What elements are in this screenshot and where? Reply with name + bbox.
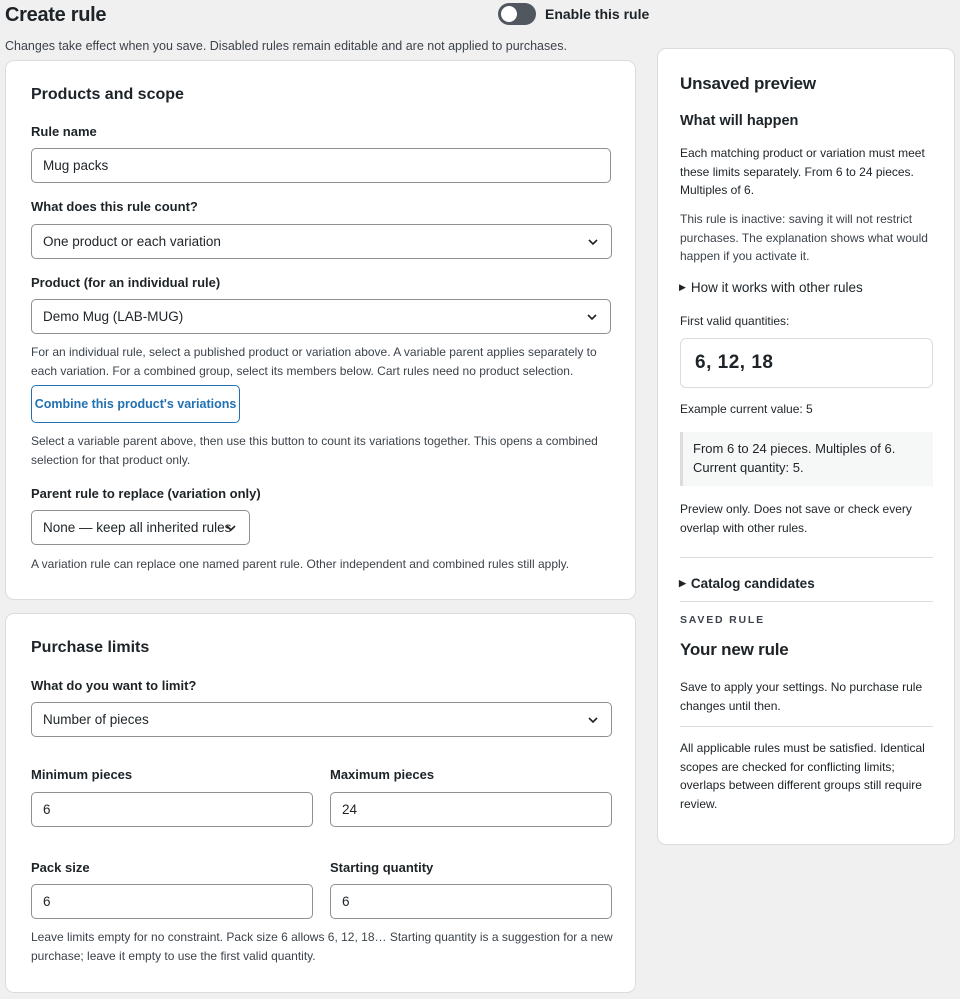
- saved-rule-eyebrow: SAVED RULE: [680, 614, 765, 626]
- inactive-notice: [680, 210, 928, 266]
- limit-type-value: Number of pieces: [43, 712, 149, 727]
- rule-name-label: Rule name: [31, 124, 97, 139]
- chevron-down-icon: [586, 311, 598, 323]
- preview-sidebar: [657, 48, 955, 845]
- catalog-candidates-label: Catalog candidates: [690, 576, 815, 591]
- combine-help: [31, 432, 598, 470]
- first-valid-label: First valid quantities:: [680, 314, 790, 328]
- enable-rule-toggle[interactable]: [498, 3, 536, 25]
- limits-help-line: purchase; leave it empty to use the first valid quantity.: [31, 949, 316, 963]
- chevron-down-icon: [225, 522, 237, 534]
- count-select-value: One product or each variation: [43, 234, 221, 249]
- product-help-line: each variation. For a combined group, select its members below. Cart rules need no product selection.: [31, 364, 574, 378]
- preview-only-line: Preview only. Does not save or check every: [680, 502, 912, 516]
- what-will-happen-heading: What will happen: [680, 113, 799, 129]
- divider: [680, 557, 933, 558]
- how-it-works-label: How it works with other rules: [690, 280, 863, 295]
- preview-only-line: overlap with other rules.: [680, 520, 808, 535]
- product-label: Product (for an individual rule): [31, 275, 221, 290]
- minimum-pieces-input[interactable]: 6: [31, 792, 313, 827]
- inactive-line: This rule is inactive: saving it will not restrict: [680, 212, 913, 226]
- combine-variations-button[interactable]: Combine this product's variations: [31, 385, 240, 423]
- rule-name-input[interactable]: Mug packs: [31, 148, 611, 183]
- product-select-value: Demo Mug (LAB-MUG): [43, 309, 184, 324]
- save-notice: Changes take effect when you save. Disabled rules remain editable and are not applied to purchases.: [5, 39, 567, 53]
- products-scope-heading: Products and scope: [31, 86, 184, 103]
- applicable-line: All applicable rules must be satisfied. Identical: [680, 741, 925, 755]
- result-line: From 6 to 24 pieces. Multiples of 6.: [693, 441, 896, 456]
- inactive-line: purchases. The explanation shows what would: [680, 230, 928, 245]
- pack-size-input[interactable]: 6: [31, 884, 313, 919]
- combine-help-line: selection for that product only.: [31, 453, 191, 467]
- first-valid-quantities: 6, 12, 18: [680, 338, 933, 388]
- product-help-line: For an individual rule, select a published product or variation above. A variable parent applies separately to: [31, 345, 597, 359]
- applicable-line: review.: [680, 796, 718, 811]
- catalog-candidates-disclosure[interactable]: [679, 576, 815, 591]
- product-select[interactable]: [31, 299, 611, 334]
- purchase-limits-card: [5, 613, 636, 993]
- enable-rule-toggle-group[interactable]: [498, 3, 649, 25]
- preview-only-note: [680, 500, 912, 537]
- applicable-line: scopes are checked for conflicting limits;: [680, 759, 895, 774]
- preview-heading: Unsaved preview: [680, 74, 816, 93]
- enable-rule-label[interactable]: Enable this rule: [545, 6, 650, 22]
- applicable-line: overlaps between different groups still require: [680, 778, 922, 792]
- maximum-pieces-label: Maximum pieces: [330, 767, 435, 782]
- parent-rule-select[interactable]: [31, 510, 250, 545]
- parent-rule-help: A variation rule can replace one named parent rule. Other independent and combined rules still apply.: [31, 557, 570, 571]
- parent-rule-value: None — keep all inherited rules: [43, 520, 232, 535]
- product-help: [31, 343, 597, 381]
- divider: [680, 726, 933, 727]
- purchase-limits-heading: Purchase limits: [31, 639, 150, 656]
- divider: [680, 601, 933, 602]
- what-line: these limits separately. From 6 to 24 pieces.: [680, 164, 914, 179]
- inactive-line: happen if you activate it.: [680, 249, 810, 263]
- starting-quantity-input[interactable]: 6: [330, 884, 612, 919]
- applicable-rules-note: [680, 739, 925, 813]
- what-will-happen-text: [680, 144, 925, 200]
- limit-type-select[interactable]: [31, 702, 612, 737]
- what-line: Multiples of 6.: [680, 183, 755, 197]
- combine-help-line: Select a variable parent above, then use this button to count its variations together. This opens a combined: [31, 434, 598, 448]
- caret-right-icon: ▶: [679, 282, 686, 292]
- limits-help-line: Leave limits empty for no constraint. Pack size 6 allows 6, 12, 18… Starting quantity is a suggestion for a new: [31, 930, 613, 944]
- chevron-down-icon: [587, 714, 599, 726]
- page-title: Create rule: [5, 4, 107, 26]
- saved-line: Save to apply your settings. No purchase rule: [680, 680, 923, 694]
- limits-help: [31, 928, 613, 966]
- limit-type-label: What do you want to limit?: [31, 678, 197, 693]
- pack-size-label: Pack size: [31, 860, 90, 875]
- example-result: [680, 432, 933, 486]
- count-select[interactable]: [31, 224, 612, 259]
- caret-right-icon: ▶: [679, 578, 686, 588]
- example-current-value: Example current value: 5: [680, 402, 813, 416]
- toggle-knob: [501, 6, 517, 22]
- saved-line: changes until then.: [680, 698, 781, 713]
- how-it-works-disclosure[interactable]: [679, 280, 863, 295]
- minimum-pieces-label: Minimum pieces: [31, 767, 133, 782]
- parent-rule-label: Parent rule to replace (variation only): [31, 486, 261, 501]
- starting-quantity-label: Starting quantity: [330, 860, 434, 875]
- what-line: Each matching product or variation must meet: [680, 146, 925, 160]
- chevron-down-icon: [587, 236, 599, 248]
- products-scope-card: [5, 60, 636, 600]
- saved-rule-heading: Your new rule: [680, 640, 789, 659]
- maximum-pieces-input[interactable]: 24: [330, 792, 612, 827]
- saved-rule-text: [680, 678, 922, 715]
- result-line: Current quantity: 5.: [693, 460, 804, 475]
- count-label: What does this rule count?: [31, 199, 198, 214]
